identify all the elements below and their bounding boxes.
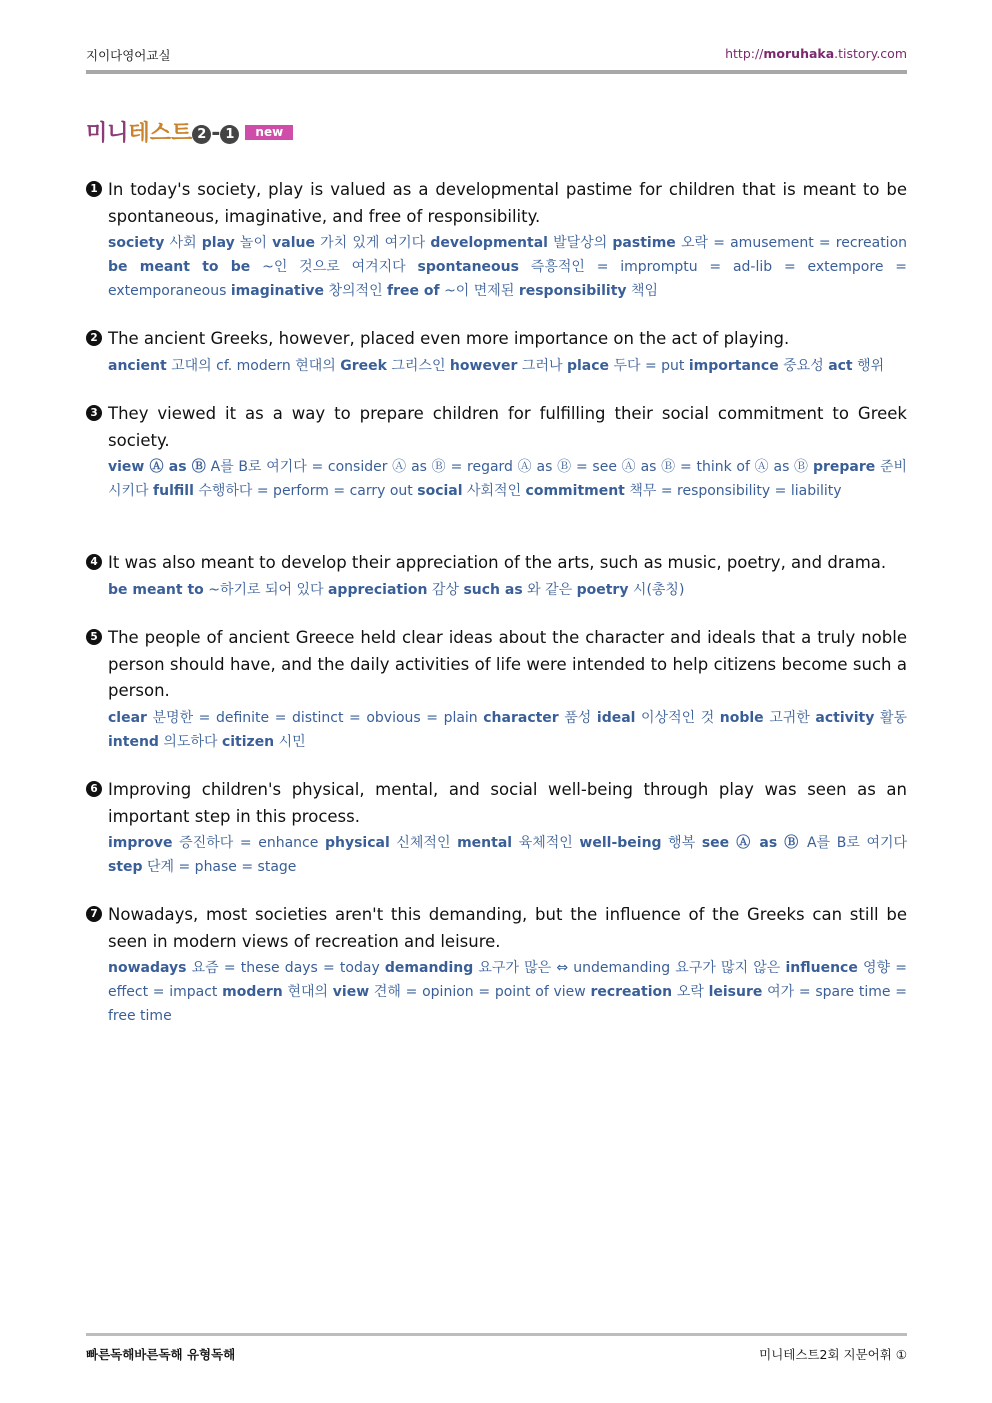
item-sentence: Nowadays, most societies aren't this demanding, but the influence of the Greeks can still be seen in modern views of recreation and leisure. [108, 905, 907, 951]
vocab-word: social [417, 483, 463, 499]
vocab-word: such as [463, 581, 523, 598]
vocab-word: imaginative [230, 283, 325, 299]
header-brand: 지이다영어교실 [86, 48, 171, 63]
vocab-meaning: 중요성 [778, 357, 829, 374]
page-footer [86, 1345, 907, 1363]
vocab-meaning: 시(총칭) [628, 581, 685, 598]
vocab-meaning: 즉흥적인 = impromptu = ad-lib = extempore = extemporaneous [108, 259, 907, 299]
vocab-meaning: A를 B로 여기다 = consider Ⓐ as Ⓑ = regard Ⓐ as Ⓑ = see Ⓐ as Ⓑ = think of Ⓐ as Ⓑ [205, 459, 813, 475]
vocab-meaning: 영향 = effect = impact [108, 960, 907, 1000]
item-number: 1 [86, 181, 102, 197]
vocab-word: place [566, 357, 610, 374]
list-item [86, 550, 907, 602]
title-part1: 미니 [86, 121, 129, 146]
item-number: 3 [86, 405, 102, 421]
vocab-meaning: 사회적인 [462, 483, 526, 499]
list-item [86, 177, 907, 303]
item-number: 5 [86, 629, 102, 645]
footer-book-title: 빠른독해바른독해 유형독해 [86, 1347, 236, 1362]
vocab-meaning: 고귀한 [763, 709, 816, 726]
vocab-word: however [449, 357, 518, 374]
vocab-meaning: ~인 것으로 여겨지다 [250, 259, 418, 275]
vocab-word: responsibility [518, 283, 627, 299]
vocab-word: pastime [612, 235, 676, 251]
vocab-word: be meant to [108, 581, 204, 598]
new-badge: new [245, 125, 293, 140]
vocab-meaning: 발달상의 [547, 235, 613, 251]
title-number-1: 2 [192, 125, 211, 144]
url-suffix: .tistory.com [834, 46, 907, 61]
page-title [86, 116, 293, 146]
footer-divider [86, 1333, 907, 1336]
vocab-meaning: 오락 [672, 984, 709, 1000]
vocab-word: view [332, 984, 370, 1000]
title-dash: - [211, 121, 221, 146]
list-item [86, 625, 907, 754]
item-vocab [108, 455, 907, 503]
vocab-meaning: 시민 [274, 733, 306, 750]
list-item [86, 401, 907, 503]
vocab-meaning: 행복 [661, 835, 702, 851]
list-item [86, 326, 907, 378]
item-vocab [108, 706, 907, 754]
vocab-meaning: 현대의 [282, 984, 333, 1000]
vocab-word: citizen [221, 733, 275, 750]
item-sentence: They viewed it as a way to prepare children for fulfilling their social commitment to Greek society. [108, 404, 907, 450]
vocab-meaning: 창의적인 [324, 283, 388, 299]
url-prefix: http:// [725, 46, 764, 61]
vocab-word: leisure [708, 984, 763, 1000]
header-divider [86, 70, 907, 74]
vocab-meaning: 두다 = put [609, 357, 689, 374]
item-sentence: The people of ancient Greece held clear ideas about the character and ideals that a truly noble person should have, and the daily activities of life were intended to help citizens become such a person. [108, 628, 907, 700]
vocab-meaning: 여가 = spare time = free time [108, 984, 907, 1024]
item-sentence: The ancient Greeks, however, placed even more importance on the act of playing. [108, 329, 790, 348]
vocab-word: commitment [525, 483, 625, 499]
vocab-meaning: 오락 = amusement = recreation [675, 235, 908, 251]
item-sentence: In today's society, play is valued as a developmental pastime for children that is meant to be spontaneous, imaginative, and free of responsibility. [108, 180, 907, 226]
vocab-meaning: ~이 면제된 [439, 283, 519, 299]
vocab-meaning: 수행하다 = perform = carry out [193, 483, 418, 499]
item-number: 7 [86, 906, 102, 922]
vocab-word: intend [108, 733, 159, 750]
vocab-word: activity [815, 709, 875, 726]
vocab-meaning: 육체적인 [512, 835, 580, 851]
item-sentence: It was also meant to develop their appreciation of the arts, such as music, poetry, and drama. [108, 553, 887, 572]
vocab-word: spontaneous [417, 259, 519, 275]
vocab-meaning: 이상적인 것 [635, 709, 720, 726]
vocab-word: play [201, 235, 235, 251]
vocab-meaning: 감상 [427, 581, 464, 598]
vocab-word: ideal [596, 709, 636, 726]
item-sentence: Improving children's physical, mental, and social well-being through play was seen as an important step in this process. [108, 780, 907, 826]
url-host: moruhaka [763, 46, 835, 61]
vocab-word: value [272, 235, 315, 251]
vocab-word: modern [222, 984, 283, 1000]
footer-page-label: 미니테스트2회 지문어휘 ① [759, 1347, 907, 1362]
item-vocab [108, 354, 907, 378]
vocab-word: noble [719, 709, 764, 726]
list-item [86, 902, 907, 1028]
vocab-meaning: 행위 [852, 357, 885, 374]
item-number: 6 [86, 781, 102, 797]
vocab-meaning: 그리스인 [386, 357, 450, 374]
vocab-meaning: 요구가 많은 ⇔ undemanding 요구가 많지 않은 [473, 960, 786, 976]
item-number: 2 [86, 330, 102, 346]
vocab-word: developmental [430, 235, 548, 251]
vocab-meaning: 견해 = opinion = point of view [369, 984, 591, 1000]
vocab-word: society [108, 235, 165, 251]
vocab-word: mental [457, 835, 513, 851]
vocab-meaning: 놀이 [234, 235, 273, 251]
item-vocab [108, 956, 907, 1028]
vocab-word: prepare [812, 459, 876, 475]
vocab-meaning: 그러나 [517, 357, 567, 374]
vocab-word: importance [688, 357, 779, 374]
item-number: 4 [86, 554, 102, 570]
vocab-meaning: 증진하다 = enhance [172, 835, 325, 851]
vocab-word: clear [108, 709, 147, 726]
vocab-word: fulfill [153, 483, 194, 499]
vocab-word: act [828, 357, 853, 374]
vocab-word: poetry [576, 581, 629, 598]
vocab-meaning: A를 B로 여기다 [800, 835, 908, 851]
vocab-word: recreation [590, 984, 673, 1000]
vocab-word: ancient [108, 357, 167, 374]
title-number-2: 1 [220, 125, 239, 144]
vocab-meaning: 단계 = phase = stage [142, 859, 297, 875]
vocab-word: view Ⓐ as Ⓑ [108, 459, 206, 475]
list-item [86, 777, 907, 879]
header-url[interactable] [725, 46, 907, 61]
title-part2: 테스트 [128, 121, 193, 146]
vocab-meaning: 의도하다 [158, 733, 222, 750]
item-vocab [108, 578, 907, 602]
vocab-word: demanding [384, 960, 474, 976]
vocab-meaning: 사회 [164, 235, 202, 251]
vocab-meaning: 신체적인 [389, 835, 458, 851]
vocab-meaning: 고대의 cf. modern 현대의 [166, 357, 341, 374]
vocab-meaning: 책무 = responsibility = liability [624, 483, 842, 499]
vocab-meaning: 와 같은 [522, 581, 577, 598]
vocab-meaning: 가치 있게 여기다 [315, 235, 431, 251]
item-vocab [108, 831, 907, 879]
vocab-meaning: 분명한 = definite = distinct = obvious = plain [146, 709, 484, 726]
vocab-word: well-being [579, 835, 662, 851]
vocab-meaning: ~하기로 되어 있다 [203, 581, 328, 598]
vocab-meaning: 책임 [626, 283, 659, 299]
vocab-word: step [108, 859, 143, 875]
vocab-meaning: 요즘 = these days = today [186, 960, 385, 976]
vocab-word: appreciation [327, 581, 428, 598]
vocab-meaning: 활동 [874, 709, 907, 726]
vocab-meaning: 품성 [558, 709, 597, 726]
vocab-word: physical [324, 835, 390, 851]
item-vocab [108, 231, 907, 303]
vocab-word: be meant to be [108, 259, 251, 275]
vocab-word: improve [108, 835, 173, 851]
vocab-word: character [483, 709, 559, 726]
vocab-word: influence [785, 960, 858, 976]
vocab-word: see Ⓐ as Ⓑ [701, 835, 801, 851]
vocab-word: Greek [340, 357, 387, 374]
vocab-meaning: 준비시키다 [108, 459, 908, 499]
vocab-word: nowadays [108, 960, 187, 976]
vocab-word: free of [387, 283, 440, 299]
page-header [86, 46, 907, 64]
